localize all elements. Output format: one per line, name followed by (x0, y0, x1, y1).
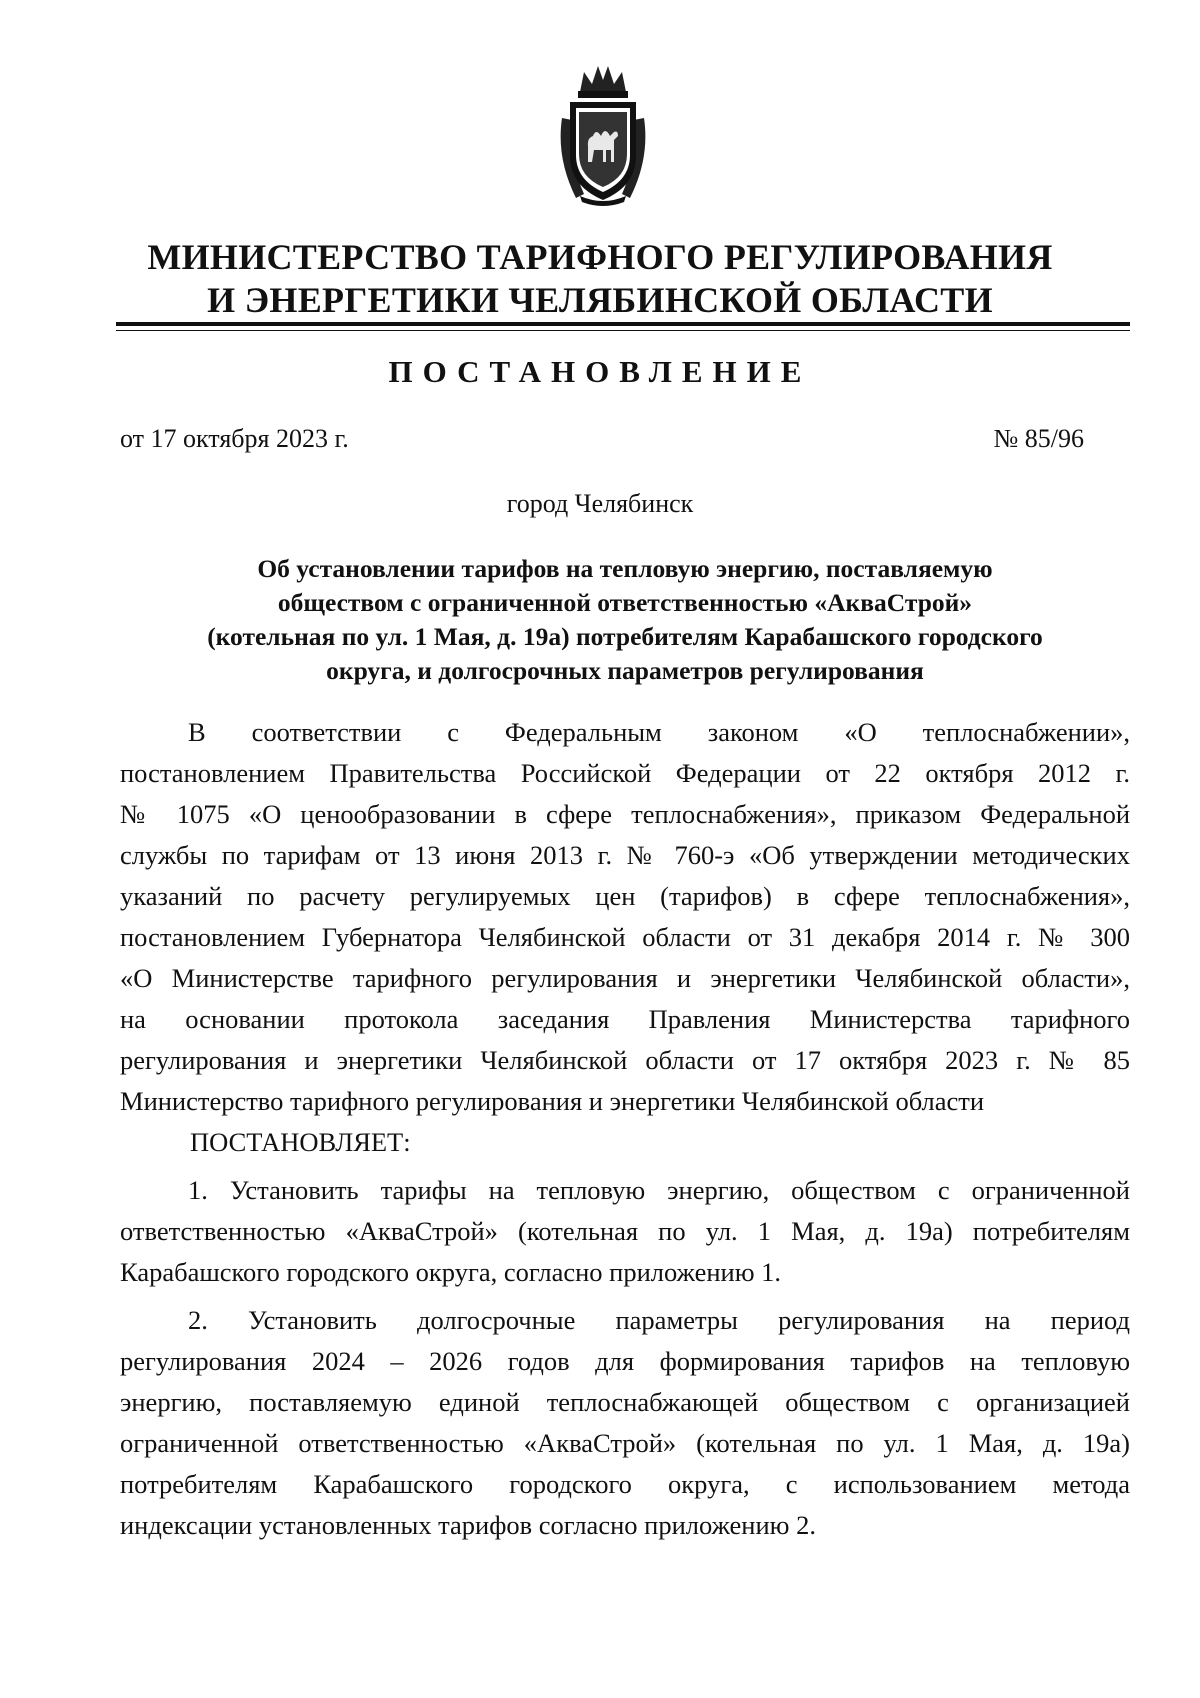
clause-line: регулирования 2024 – 2026 годов для формирования тарифов на тепловую (120, 1346, 1130, 1376)
preamble-line: постановлением Правительства Российской Федерации от 22 октября 2012 г. (120, 758, 1130, 788)
subject-line: округа, и долгосрочных параметров регулирования (326, 656, 924, 685)
ministry-name-line1: МИНИСТЕРСТВО ТАРИФНОГО РЕГУЛИРОВАНИЯ (147, 237, 1053, 277)
clause-line: индексации установленных тарифов согласно приложению 2. (120, 1510, 816, 1540)
preamble-line: В соответствии с Федеральным законом «О теплоснабжении», (188, 717, 1130, 747)
preamble-line: № 1075 «О ценообразовании в сфере теплоснабжения», приказом Федеральной (120, 799, 1130, 829)
subject-line: Об установлении тарифов на тепловую энергию, поставляемую (257, 554, 993, 583)
document-city: город Челябинск (506, 489, 694, 518)
document-number: № 85/96 (993, 424, 1084, 453)
preamble-paragraph (120, 712, 1130, 1122)
preamble-line: на основании протокола заседания Правления Министерства тарифного (120, 1004, 1130, 1034)
preamble-line: постановлением Губернатора Челябинской области от 31 декабря 2014 г. № 300 (120, 922, 1130, 952)
ministry-name-line2: И ЭНЕРГЕТИКИ ЧЕЛЯБИНСКОЙ ОБЛАСТИ (207, 280, 993, 320)
coat-of-arms-emblem (554, 58, 652, 208)
subject-line: (котельная по ул. 1 Мая, д. 19а) потребителям Карабашского городского (207, 622, 1043, 651)
preamble-line: службы по тарифам от 13 июня 2013 г. № 760-э «Об утверждении методических (120, 840, 1130, 870)
preamble-line: «О Министерстве тарифного регулирования и энергетики Челябинской области», (120, 963, 1130, 993)
header-divider-thin (116, 330, 1130, 331)
clause-line: энергию, поставляемую единой теплоснабжающей обществом с организацией (120, 1387, 1130, 1417)
decree-word: ПОСТАНОВЛЯЕТ: (190, 1127, 411, 1157)
clause-line: ответственностью «АкваСтрой» (котельная по ул. 1 Мая, д. 19а) потребителям (120, 1216, 1130, 1246)
document-date: от 17 октября 2023 г. (120, 424, 349, 453)
clause-line: 1. Установить тарифы на тепловую энергию, обществом с ограниченной (188, 1175, 1130, 1205)
clause-line: ограниченной ответственностью «АкваСтрой» (котельная по ул. 1 Мая, д. 19а) (120, 1428, 1130, 1458)
document-body (120, 712, 1130, 1546)
clause-line: 2. Установить долгосрочные параметры регулирования на период (188, 1305, 1130, 1335)
preamble-line: регулирования и энергетики Челябинской области от 17 октября 2023 г. № 85 (120, 1045, 1130, 1075)
document-type-title: ПОСТАНОВЛЕНИЕ (388, 354, 812, 389)
clause-line: потребителям Карабашского городского округа, с использованием метода (120, 1469, 1130, 1499)
subject-line: обществом с ограниченной ответственностью «АкваСтрой» (277, 588, 973, 617)
clause-2 (120, 1300, 1130, 1546)
preamble-line: Министерство тарифного регулирования и энергетики Челябинской области (120, 1086, 985, 1116)
document-subject (120, 552, 1130, 688)
preamble-line: указаний по расчету регулируемых цен (тарифов) в сфере теплоснабжения», (120, 881, 1130, 911)
header-divider (116, 322, 1130, 326)
clause-1 (120, 1170, 1130, 1293)
clause-line: Карабашского городского округа, согласно приложению 1. (120, 1257, 781, 1287)
